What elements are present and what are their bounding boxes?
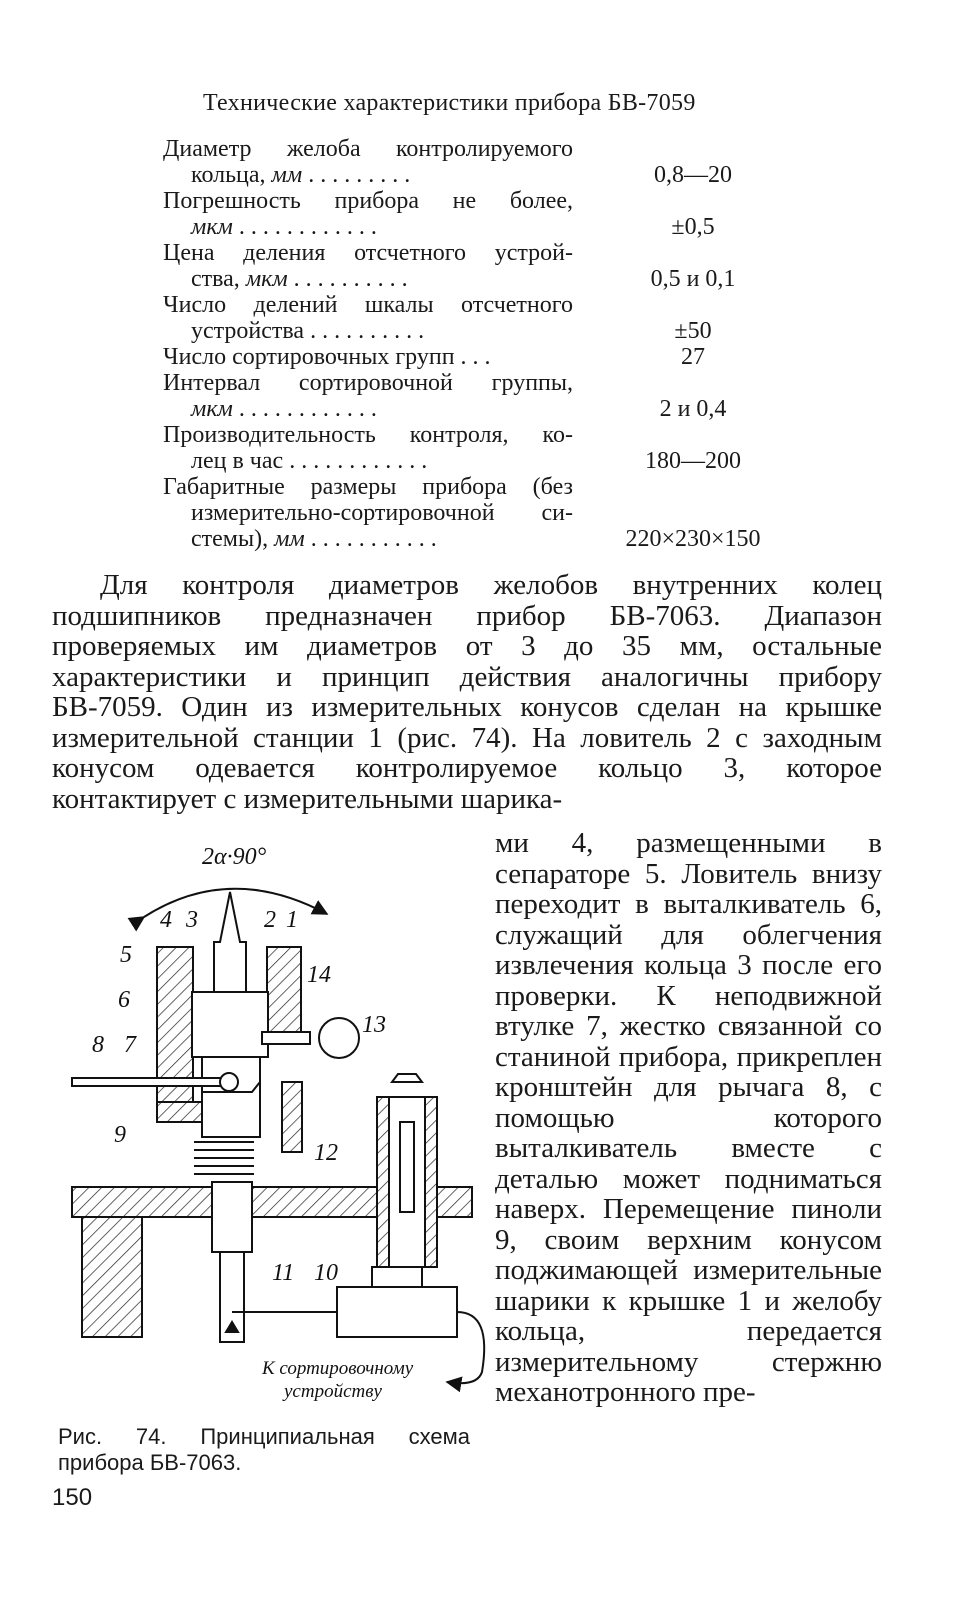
spring (194, 1142, 254, 1174)
spec-row (163, 422, 803, 474)
spec-label (163, 370, 573, 422)
spec-leader: . . . . . . . . . . . . (283, 448, 428, 474)
spec-unit: мкм (245, 266, 288, 292)
spec-value: ±50 (674, 318, 712, 344)
spec-label-text: кольца, (191, 162, 266, 188)
caption-line-1: Рис. 74. Принципиальная схема (58, 1424, 470, 1449)
spec-label-line: Число сортировочных групп . . . (163, 344, 491, 370)
spec-label (163, 240, 573, 292)
spec-label (163, 422, 573, 474)
spec-label-line (163, 396, 573, 422)
spec-value: 0,8—20 (654, 162, 732, 188)
arrow-note-line2: устройству (284, 1381, 382, 1402)
spec-table (163, 136, 803, 552)
spec-leader: . . . . . . . . . . (287, 266, 408, 292)
callout-4: 4 (160, 907, 172, 933)
arrow-note-line1: К сортировочному (262, 1358, 414, 1379)
spec-label-text: стемы), (191, 526, 269, 552)
dial-13 (319, 1018, 359, 1058)
spec-row (163, 292, 803, 344)
figure-74-schematic (52, 842, 492, 1402)
callout-2: 2 (264, 907, 276, 933)
spec-leader: . . . . . . . . . . . (304, 526, 437, 552)
spec-leader: . . . . . . . . . . . . (232, 214, 377, 240)
callout-13: 13 (362, 1012, 386, 1038)
figure-caption (58, 1424, 470, 1476)
callout-8: 8 (92, 1032, 104, 1058)
spec-label-line: Погрешность прибора не более, (163, 188, 573, 214)
spec-label (163, 188, 573, 240)
page-number: 150 (52, 1484, 93, 1511)
spec-label-line (163, 214, 573, 240)
spec-value: 0,5 и 0,1 (650, 266, 736, 292)
spec-table-title: Технические характеристики прибора БВ-7059 (203, 90, 696, 116)
spec-unit: мм (271, 162, 303, 188)
spec-label-line: измерительно-сортировочной си- (191, 500, 573, 526)
spec-value: ±0,5 (671, 214, 715, 240)
spec-unit: мм (274, 526, 305, 552)
spec-leader: . . . . . . . . . . (304, 318, 425, 344)
spec-unit: мкм (191, 214, 233, 240)
body-paragraph (52, 570, 882, 814)
spec-row (163, 474, 803, 552)
spec-unit: мкм (191, 396, 233, 422)
body-paragraph-column (495, 828, 882, 1408)
lever-8 (72, 1078, 222, 1086)
spec-value: 27 (681, 344, 705, 370)
body-text-wide: Для контроля диаметров желобов внутренних колец подшипников предназначен прибор БВ-7063. Диапазон проверяемых им диаметров от 3 до 35 мм, остальные характеристики и принцип действия аналогичны прибору БВ-7059. Один из измерительных конусов сделан на крышке измерительной станции 1 (рис. 74). На ловитель 2 с заходным конусом одевается контролируемое кольцо 3, которое контактирует с измерительными шарика- (52, 569, 882, 815)
spec-value: 2 и 0,4 (659, 396, 727, 422)
spec-label-line: Интервал сортировочной группы, (163, 370, 573, 396)
spec-label-line (163, 526, 573, 552)
spec-label-line (163, 266, 573, 292)
spec-value: 220×230×150 (625, 526, 761, 552)
box-10 (337, 1287, 457, 1337)
spec-row (163, 344, 803, 370)
spec-label (163, 344, 573, 370)
spec-label-line: Габаритные размеры прибора (без (163, 474, 573, 500)
spec-leader: . . . . . . . . . (302, 162, 411, 188)
callout-6: 6 (118, 987, 130, 1013)
callout-1: 1 (286, 907, 298, 933)
spec-row (163, 136, 803, 188)
spec-label-text: лец в час (191, 448, 284, 474)
spec-label (163, 136, 573, 188)
spec-value: 180—200 (645, 448, 741, 474)
pinol-9 (202, 1057, 260, 1137)
spec-label-line (163, 318, 573, 344)
callout-3: 3 (186, 907, 198, 933)
spec-label-line: Диаметр желоба контролируемого (163, 136, 573, 162)
callout-7: 7 (124, 1032, 136, 1058)
spec-label-line (163, 162, 573, 188)
spec-label (163, 292, 573, 344)
callout-9: 9 (114, 1122, 126, 1148)
spec-label-line (163, 448, 573, 474)
spec-row (163, 370, 803, 422)
body-text-column: ми 4, размещенными в сепараторе 5. Ловитель внизу переходит в выталкиватель 6, служащий для облегчения извлечения кольца 3 после его проверки. К неподвижной втулке 7, жестко связанной со станиной прибора, прикреплен кронштейн для рычага 8, с помощью которого выталкиватель вместе с деталью может подниматься наверх. Перемещение пиноли 9, своим верхним конусом поджимающей измерительные шарики к крышке 1 и желобу кольца, передается измерительному стержню механотронного пре- (495, 827, 882, 1408)
housing-right (267, 947, 301, 1042)
callout-10: 10 (314, 1260, 338, 1286)
spec-leader: . . . . . . . . . . . . (232, 396, 377, 422)
spec-row (163, 240, 803, 292)
callout-5: 5 (120, 942, 132, 968)
angle-label: 2α·90° (202, 844, 267, 870)
caption-line-2: прибора БВ-7063. (58, 1450, 242, 1475)
spec-label-line: Производительность контроля, ко- (163, 422, 573, 448)
spec-label-text: ства, (191, 266, 240, 292)
callout-12: 12 (314, 1140, 338, 1166)
spec-label-text: устройства (191, 318, 305, 344)
spec-label (163, 474, 573, 552)
spec-label-line: Цена деления отсчетного устрой- (163, 240, 573, 266)
spec-label-line: Число делений шкалы отсчетного (163, 292, 573, 318)
callout-11: 11 (272, 1260, 295, 1286)
spec-row (163, 188, 803, 240)
callout-14: 14 (307, 962, 331, 988)
